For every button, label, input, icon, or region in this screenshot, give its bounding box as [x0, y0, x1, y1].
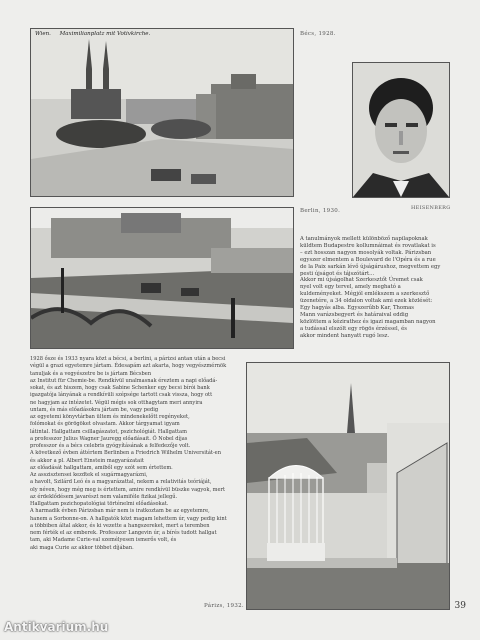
right-column-line: kuldeményeket. Mégjól emlékszem a szerkesztő	[300, 291, 430, 298]
main-text-line: professzor és a bécs celebris gyógyításának a felfedezője volt.	[30, 443, 191, 449]
paris-rooftops-photo	[246, 362, 450, 610]
right-column-line: küldtem Budapestre kollumnáimat és rovatlakat is	[300, 242, 436, 249]
main-text-line: az előadását hallgattam, amiből egy szót sem értettem.	[30, 464, 173, 471]
vienna-postcard-photo	[30, 28, 294, 197]
right-column-line: akkor mindent hanyatt rugó lesz.	[300, 332, 390, 339]
main-text-line: tanuljak és a vegyészetre be is jártam Bécsben	[30, 370, 152, 377]
main-text-line: untam, és más előadásokra jártam be, vagy pedig	[30, 406, 159, 413]
main-text-line: igazgatója lányának a rendkívüli szépsége tartott csak vissza, hogy ott	[30, 392, 213, 399]
right-column-line: Egy hagyás alba. Egyszerűbb Kar, Thomas	[300, 305, 414, 312]
main-text-line: oly néven, hogy még meg is értettem, amire rendkívül büszke vagyok, mert	[30, 486, 226, 493]
berlin-photo	[30, 207, 294, 349]
postcard-inscription: Wien. Maximilianplatz mit Votivkirche.	[35, 31, 151, 37]
main-text-line: a többiben által akkor, és ki vezette a hangszereket, mert a teremben	[30, 522, 210, 529]
main-text-line: ne hagyjam az intézetet. Végül mégis sok otthagytam meri annyira	[30, 399, 203, 406]
main-text-line: aki maga Curie az akkor többet díjában.	[30, 544, 134, 551]
page-number: 39	[454, 601, 466, 611]
main-text-line: A harmadik évben Párizsban már nem is iratkoztam be az egyetemre,	[30, 508, 210, 515]
main-text-line: az egyetemi könyvtárban ültem és mindenekelőtt regényeket,	[30, 414, 190, 420]
vienna-caption: Bécs, 1928.	[300, 31, 336, 37]
portrait-man	[353, 63, 449, 197]
portrait-caption: HEISENBERG	[411, 205, 451, 211]
main-text-line: az Institut für Chemie-be. Rendkívül unalmasnak éreztem a napi előadá-	[30, 377, 218, 384]
right-column-line: – ezt hosszan nagyon mosolyák voltak. Párizsban	[300, 249, 432, 256]
main-text-line: sokat, és azt hiszem, hogy csak Sabine Schenker egy becsi bírói bank	[30, 385, 210, 391]
right-column-line: üzenetére, a 34 oldalon voltak ami ezek közlését:	[300, 298, 433, 305]
main-text-line: az érdeklődésem javarészt nem valamiféle fizikai jellegű.	[30, 493, 178, 500]
right-column-line: közlöttem a kézirathez és igazi magamban nagyon	[300, 318, 436, 325]
right-column-line: A tanulmányok mellett különböző napilapoknak	[300, 236, 428, 242]
main-text-line: látintal. Hallgattam csillagászatot, pszichológiát. Hallgattam	[30, 428, 187, 435]
right-column-line: Akkor mi újságolhat Szerkesztőt Úremet csak	[300, 277, 423, 284]
right-column-line: egyszer elmentem a Boulevard de l'Opéra és a rue	[300, 256, 436, 263]
right-column-text	[300, 236, 450, 340]
main-text-line: 1928 ősze és 1933 nyara közt a bécsi, a berlini, a párizsi antan után a becsi	[30, 356, 226, 362]
watermark-logo: Antikvarium.hu	[4, 620, 109, 634]
paris-caption: Párizs, 1932.	[204, 603, 244, 609]
main-text-line: tam, aki Madame Curie-val személyesen ismerős volt, és	[30, 537, 177, 544]
paris-birdcage-scene	[247, 363, 449, 609]
vienna-street-scene	[31, 29, 293, 196]
right-column-line: de la Paix sarkán lévő újságárushoz, megvettem egy	[300, 263, 441, 270]
main-text-line: nem férték el az emberek. Professzor Langevin úr, a bírés tudott hallgat	[30, 530, 217, 536]
main-text-line: és akkor a pl. Albert Einstein magyarázatait	[30, 457, 144, 464]
main-text-line: Hallgattam pszichopatológiai történelmi előadásokat.	[30, 501, 169, 507]
right-column-line: Mann varázsbegyert és határaival eddig	[300, 311, 409, 318]
right-column-line: a tudással elszólt egy rögös érzéssel, és	[300, 325, 407, 332]
main-text-line: A következő évben áttértem Berlinben a Friedrich Wilhelm Universitát-en	[30, 450, 221, 457]
right-column-line: pesti újságot és tájszótárt...	[300, 270, 375, 277]
main-text-line: a havolt, Szilárd Leó és a magyarázattal, nekem a relativitás teóriáját,	[30, 479, 212, 486]
right-column-line: nyel volt egy tervel, amely megható a	[300, 284, 401, 291]
main-text-line: végül a grazi egyetemre jártam. Édesapám azt akarta, hogy vegyészmérnök	[30, 363, 227, 370]
portrait-photo	[352, 62, 450, 198]
main-text-line: a professzor Julius Wagner Jauregg előadásait. Ő Nobel díjas	[30, 435, 188, 442]
main-text-line: Az asszisztensei kezdtek el sugármagyarázni,	[30, 472, 148, 478]
main-article-text	[30, 356, 245, 552]
main-text-line: hanem a Sorbonne-on. A hallgatók közt magam lehettem úr, vagy pedig kint	[30, 515, 227, 522]
berlin-bridge-scene	[31, 208, 293, 348]
berlin-caption: Berlin, 1930.	[300, 208, 341, 214]
main-text-line: folómokat és görögöket olvastam. Akkor tárgyamat igyam	[30, 421, 180, 428]
